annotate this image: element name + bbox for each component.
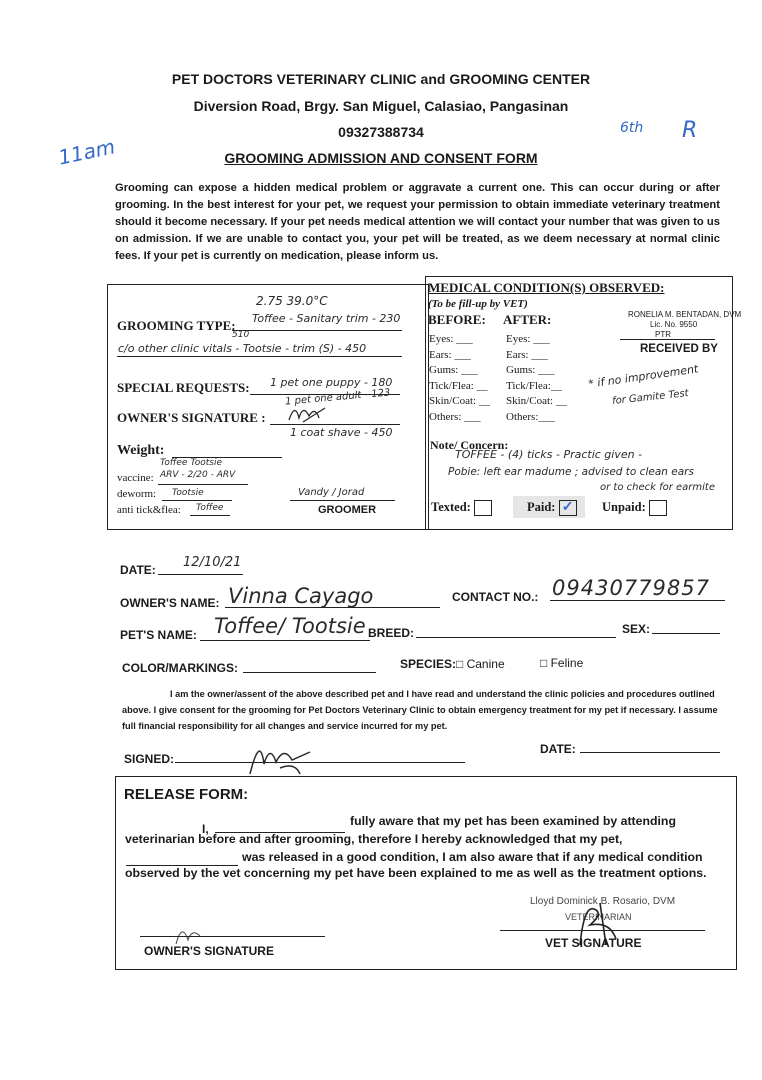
owner-sig-line (140, 936, 325, 937)
date-value: 12/10/21 (183, 555, 242, 570)
breed-label: BREED: (368, 626, 415, 640)
after-eyes: Eyes: ___ (506, 333, 550, 345)
before-ears: Ears: ___ (429, 348, 471, 361)
stamp-ptr: PTR (655, 330, 671, 339)
pet-name-line (200, 640, 370, 641)
before-others: Others: ___ (429, 410, 481, 423)
before-label: BEFORE: (428, 312, 486, 327)
unpaid-label: Unpaid: (602, 500, 646, 514)
after-others: Others:___ (506, 410, 555, 423)
release-title: RELEASE FORM: (124, 786, 249, 803)
contact-value: 09430779857 (552, 576, 710, 600)
vaccine-names: Toffee Tootsie (160, 458, 222, 468)
species-label: SPECIES: (400, 657, 457, 671)
stamp-lic: Lic. No. 9550 (650, 320, 698, 329)
release-line3: was released in a good condition, I am also aware that if any medical condition (242, 850, 703, 864)
paid-checkbox[interactable] (559, 500, 577, 516)
consent-date-line (580, 752, 720, 753)
received-line (620, 339, 715, 340)
intro-paragraph: Grooming can expose a hidden medical problem or aggravate a current one. This can occur during or after grooming. In the best interest for your pet, we request your permission to obtain immediate veterinary treatment should it become necessary. If your pet needs medical attention we will contact your number that was given to us on admission. If we are unable to contact you, your pet will be treated, as we deem necessary at normal clinic fees. If your pet is currently on medication, please inform us. (115, 182, 720, 262)
deworm-label: deworm: (117, 488, 157, 500)
signed-signature (240, 734, 330, 780)
note-line3: or to check for earmite (600, 482, 715, 493)
note-label: Note/ Concern: (430, 438, 509, 452)
after-label: AFTER: (503, 312, 552, 327)
clinic-address: Diversion Road, Brgy. San Miguel, Calasiao, Pangasinan (193, 98, 569, 114)
deworm-line (162, 500, 232, 501)
release-line2: veterinarian before and after grooming, therefore I hereby acknowledged that my pet, (125, 832, 623, 846)
breed-line (416, 637, 616, 638)
groomer-signed: Vandy / Jorad (298, 487, 365, 498)
before-tick: Tick/Flea: __ (429, 379, 488, 392)
note-line2: Pobie: left ear madume ; advised to clean ears (448, 466, 694, 478)
note-line1: TOFFEE - (4) ticks - Practic given - (455, 448, 643, 461)
before-skin: Skin/Coat: __ (429, 395, 490, 407)
clinic-phone: 09327388734 (338, 124, 424, 140)
letter-note: R (682, 118, 698, 143)
medical-title: MEDICAL CONDITION(S) OBSERVED: (428, 280, 665, 295)
consent-date-label: DATE: (540, 742, 576, 756)
grooming-type-label: GROOMING TYPE: (117, 318, 236, 333)
vet-sig-label: VET SIGNATURE (545, 936, 642, 950)
groomer-line (290, 500, 395, 501)
species-feline-option[interactable] (540, 656, 583, 670)
date-label: DATE: (120, 563, 156, 577)
unpaid-option[interactable] (602, 500, 667, 516)
texted-checkbox[interactable] (474, 500, 492, 516)
grooming-line1: Toffee - Sanitary trim - 230 (252, 312, 401, 325)
obs-note2: for Gamite Test (611, 388, 690, 407)
release-i: I, (202, 822, 209, 836)
after-gums: Gums: ___ (506, 364, 555, 376)
stamp-name: RONELIA M. BENTADAN, DVM (628, 310, 742, 319)
sex-label: SEX: (622, 622, 651, 636)
before-eyes: Eyes: ___ (429, 333, 473, 345)
form-title: GROOMING ADMISSION AND CONSENT FORM (224, 150, 538, 166)
vaccine-value: ARV - 2/20 - ARV (160, 470, 236, 480)
paid-label: Paid: (527, 500, 556, 514)
sex-line (652, 633, 720, 634)
consent-text: I am the owner/assent of the above described pet and I have read and understand the clinic policies and procedures outlined above. I give consent for the grooming for Pet Doctors Veterinary Clinic to obtain emergency treatment for my pet if necessary. I assume full financial responsibility for all changes and service incurred for my pet. (122, 689, 718, 731)
special-line3: 1 coat shave - 450 (290, 426, 393, 439)
paid-check: ✓ (561, 500, 574, 516)
grooming-type-line2 (117, 356, 402, 357)
feline-label: Feline (550, 656, 584, 670)
time-note: 11am (56, 134, 118, 170)
before-items (429, 332, 490, 425)
before-gums: Gums: ___ (429, 364, 478, 376)
groomer-label: GROOMER (318, 504, 377, 516)
release-line1: fully aware that my pet has been examined by attending (350, 814, 676, 828)
vaccine-label: vaccine: (117, 472, 154, 484)
weight-label: Weight: (117, 443, 165, 458)
received-by: RECEIVED BY (640, 343, 718, 355)
owners-signature-label: OWNER'S SIGNATURE : (117, 410, 266, 425)
feline-checkbox[interactable]: □ (540, 656, 548, 670)
after-items (506, 332, 567, 425)
grooming-type-line (232, 330, 402, 331)
contact-label: CONTACT NO.: (452, 590, 539, 604)
temp-note: 2.75 39.0°C (256, 294, 328, 308)
special-line2: 1 pet one adult - 123 (284, 387, 391, 408)
code-note: 6th (620, 120, 644, 136)
grooming-line2: c/o other clinic vitals - Tootsie - trim (S) - 450 (118, 342, 367, 355)
color-label: COLOR/MARKINGS: (122, 661, 238, 675)
texted-option[interactable] (431, 500, 492, 516)
tick-line (190, 515, 230, 516)
paid-option[interactable] (527, 500, 577, 516)
date-line (158, 574, 243, 575)
species-canine-option[interactable] (456, 657, 505, 671)
pet-name-label: PET'S NAME: (120, 628, 197, 642)
owner-name-label: OWNER'S NAME: (120, 596, 220, 610)
canine-label: Canine (466, 657, 505, 671)
special-line1: 1 pet one puppy - 180 (270, 376, 393, 389)
after-skin: Skin/Coat: __ (506, 395, 567, 407)
grooming-note-510: 510 (232, 330, 250, 340)
release-line4: observed by the vet concerning my pet have been explained to me as well as the treatment options. (125, 866, 707, 880)
tick-label: anti tick&flea: (117, 504, 181, 516)
vet-sig-line (500, 930, 705, 931)
canine-checkbox[interactable]: □ (456, 657, 464, 671)
obs-note1: * if no improvement (587, 362, 700, 391)
tick-value: Toffee (196, 503, 224, 513)
owner-sig-label: OWNER'S SIGNATURE (144, 944, 274, 958)
deworm-value: Tootsie (172, 488, 204, 498)
owner-name-value: Vinna Cayago (228, 584, 374, 608)
texted-label: Texted: (431, 500, 471, 514)
after-ears: Ears: ___ (506, 348, 548, 361)
special-requests-label: SPECIAL REQUESTS: (117, 380, 250, 395)
vaccine-line (158, 484, 248, 485)
unpaid-checkbox[interactable] (649, 500, 667, 516)
vet-stamp-title: VETERINARIAN (565, 912, 632, 922)
signed-label: SIGNED: (124, 752, 175, 766)
contact-line (550, 600, 725, 601)
vet-stamp-name: Lloyd Dominick B. Rosario, DVM (530, 896, 676, 907)
owner-initials-signature (285, 398, 330, 428)
color-line (243, 672, 376, 673)
after-tick: Tick/Flea:__ (506, 379, 562, 392)
pet-name-value: Toffee/ Tootsie (214, 614, 366, 638)
medical-subtitle: (To be fill-up by VET) (428, 298, 528, 310)
clinic-name: PET DOCTORS VETERINARY CLINIC and GROOMING CENTER (171, 71, 591, 87)
